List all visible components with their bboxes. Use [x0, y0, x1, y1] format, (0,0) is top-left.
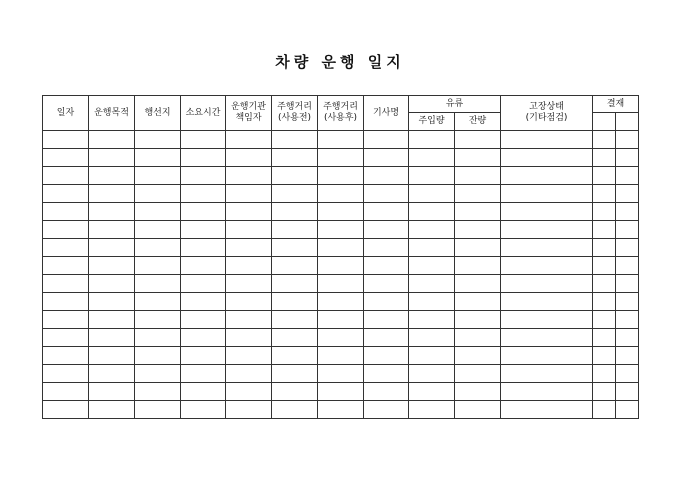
cell-date[interactable]: [43, 293, 89, 311]
cell-purpose[interactable]: [89, 365, 135, 383]
header-destination: 행선지: [135, 96, 181, 131]
cell-fuel-refill[interactable]: [409, 383, 455, 401]
cell-driver[interactable]: [364, 293, 409, 311]
cell-fuel-remaining[interactable]: [455, 275, 501, 293]
cell-date[interactable]: [43, 203, 89, 221]
cell-duration[interactable]: [181, 239, 226, 257]
cell-approval-1[interactable]: [593, 257, 616, 275]
cell-manager[interactable]: [226, 365, 272, 383]
cell-driver[interactable]: [364, 149, 409, 167]
header-odometer-after-line2: (사용후): [323, 113, 358, 123]
cell-purpose[interactable]: [89, 149, 135, 167]
table-row: [43, 239, 639, 257]
cell-approval-2[interactable]: [616, 293, 639, 311]
cell-odometer-before[interactable]: [272, 239, 318, 257]
cell-odometer-before[interactable]: [272, 257, 318, 275]
cell-condition[interactable]: [501, 257, 593, 275]
cell-fuel-remaining[interactable]: [455, 131, 501, 149]
cell-date[interactable]: [43, 383, 89, 401]
cell-condition[interactable]: [501, 149, 593, 167]
cell-approval-2[interactable]: [616, 239, 639, 257]
cell-odometer-before[interactable]: [272, 167, 318, 185]
cell-date[interactable]: [43, 167, 89, 185]
cell-condition[interactable]: [501, 167, 593, 185]
cell-approval-1[interactable]: [593, 221, 616, 239]
cell-purpose[interactable]: [89, 329, 135, 347]
cell-odometer-before[interactable]: [272, 149, 318, 167]
table-row: [43, 329, 639, 347]
cell-fuel-remaining[interactable]: [455, 365, 501, 383]
table-row: [43, 167, 639, 185]
cell-date[interactable]: [43, 329, 89, 347]
cell-condition[interactable]: [501, 275, 593, 293]
cell-condition[interactable]: [501, 311, 593, 329]
cell-destination[interactable]: [135, 167, 181, 185]
cell-driver[interactable]: [364, 275, 409, 293]
header-odometer-before-line2: (사용전): [277, 113, 312, 123]
cell-destination[interactable]: [135, 365, 181, 383]
cell-fuel-refill[interactable]: [409, 221, 455, 239]
cell-driver[interactable]: [364, 239, 409, 257]
cell-duration[interactable]: [181, 275, 226, 293]
header-purpose: 운행목적: [89, 96, 135, 131]
cell-duration[interactable]: [181, 167, 226, 185]
cell-driver[interactable]: [364, 257, 409, 275]
cell-odometer-after[interactable]: [318, 167, 364, 185]
cell-approval-2[interactable]: [616, 275, 639, 293]
header-approval-slot-2: [616, 113, 639, 131]
cell-fuel-refill[interactable]: [409, 275, 455, 293]
header-fuel-remaining: 잔량: [455, 113, 501, 131]
cell-odometer-after[interactable]: [318, 383, 364, 401]
cell-driver[interactable]: [364, 185, 409, 203]
cell-approval-2[interactable]: [616, 311, 639, 329]
cell-destination[interactable]: [135, 347, 181, 365]
cell-fuel-refill[interactable]: [409, 311, 455, 329]
cell-destination[interactable]: [135, 329, 181, 347]
cell-purpose[interactable]: [89, 401, 135, 419]
cell-approval-2[interactable]: [616, 401, 639, 419]
header-condition-line2: (기타점검): [525, 113, 568, 123]
cell-destination[interactable]: [135, 275, 181, 293]
cell-date[interactable]: [43, 185, 89, 203]
cell-odometer-before[interactable]: [272, 365, 318, 383]
cell-fuel-remaining[interactable]: [455, 167, 501, 185]
cell-fuel-remaining[interactable]: [455, 203, 501, 221]
cell-condition[interactable]: [501, 293, 593, 311]
cell-destination[interactable]: [135, 293, 181, 311]
cell-destination[interactable]: [135, 221, 181, 239]
cell-purpose[interactable]: [89, 311, 135, 329]
cell-duration[interactable]: [181, 401, 226, 419]
cell-fuel-remaining[interactable]: [455, 293, 501, 311]
table-row: [43, 185, 639, 203]
log-body: [43, 131, 639, 419]
cell-manager[interactable]: [226, 383, 272, 401]
header-manager-line1: 운행기관: [231, 102, 266, 112]
cell-approval-2[interactable]: [616, 365, 639, 383]
cell-odometer-after[interactable]: [318, 347, 364, 365]
table-row: [43, 293, 639, 311]
cell-odometer-before[interactable]: [272, 347, 318, 365]
cell-duration[interactable]: [181, 257, 226, 275]
cell-purpose[interactable]: [89, 203, 135, 221]
cell-destination[interactable]: [135, 203, 181, 221]
cell-purpose[interactable]: [89, 221, 135, 239]
cell-approval-2[interactable]: [616, 257, 639, 275]
cell-fuel-remaining[interactable]: [455, 149, 501, 167]
cell-fuel-remaining[interactable]: [455, 239, 501, 257]
cell-manager[interactable]: [226, 347, 272, 365]
cell-driver[interactable]: [364, 347, 409, 365]
cell-approval-2[interactable]: [616, 347, 639, 365]
cell-odometer-before[interactable]: [272, 311, 318, 329]
cell-odometer-after[interactable]: [318, 239, 364, 257]
page-title: 차량 운행 일지: [275, 53, 405, 71]
header-manager-line2: 책임자: [235, 113, 262, 123]
cell-approval-1[interactable]: [593, 185, 616, 203]
cell-fuel-remaining[interactable]: [455, 329, 501, 347]
cell-condition[interactable]: [501, 365, 593, 383]
cell-purpose[interactable]: [89, 293, 135, 311]
cell-condition[interactable]: [501, 185, 593, 203]
cell-date[interactable]: [43, 221, 89, 239]
table-row: [43, 383, 639, 401]
cell-duration[interactable]: [181, 203, 226, 221]
cell-duration[interactable]: [181, 383, 226, 401]
cell-date[interactable]: [43, 131, 89, 149]
cell-purpose[interactable]: [89, 383, 135, 401]
cell-driver[interactable]: [364, 167, 409, 185]
cell-fuel-refill[interactable]: [409, 401, 455, 419]
cell-condition[interactable]: [501, 329, 593, 347]
cell-purpose[interactable]: [89, 257, 135, 275]
cell-manager[interactable]: [226, 149, 272, 167]
cell-driver[interactable]: [364, 365, 409, 383]
cell-fuel-refill[interactable]: [409, 347, 455, 365]
cell-fuel-refill[interactable]: [409, 329, 455, 347]
cell-purpose[interactable]: [89, 167, 135, 185]
cell-odometer-after[interactable]: [318, 203, 364, 221]
cell-duration[interactable]: [181, 365, 226, 383]
cell-condition[interactable]: [501, 401, 593, 419]
cell-approval-1[interactable]: [593, 131, 616, 149]
cell-condition[interactable]: [501, 347, 593, 365]
header-odometer-before-line1: 주행거리: [277, 102, 312, 112]
cell-purpose[interactable]: [89, 347, 135, 365]
cell-odometer-before[interactable]: [272, 221, 318, 239]
cell-duration[interactable]: [181, 311, 226, 329]
cell-approval-1[interactable]: [593, 275, 616, 293]
header-fuel: 유류: [409, 96, 501, 113]
header-odometer-after: [318, 96, 364, 131]
cell-purpose[interactable]: [89, 131, 135, 149]
cell-condition[interactable]: [501, 131, 593, 149]
cell-purpose[interactable]: [89, 239, 135, 257]
cell-approval-1[interactable]: [593, 365, 616, 383]
cell-odometer-after[interactable]: [318, 275, 364, 293]
cell-approval-1[interactable]: [593, 203, 616, 221]
cell-fuel-remaining[interactable]: [455, 401, 501, 419]
cell-approval-1[interactable]: [593, 149, 616, 167]
cell-odometer-after[interactable]: [318, 257, 364, 275]
cell-odometer-after[interactable]: [318, 365, 364, 383]
cell-fuel-remaining[interactable]: [455, 311, 501, 329]
cell-purpose[interactable]: [89, 275, 135, 293]
cell-driver[interactable]: [364, 401, 409, 419]
cell-approval-1[interactable]: [593, 167, 616, 185]
table-row: [43, 257, 639, 275]
cell-approval-1[interactable]: [593, 383, 616, 401]
cell-approval-1[interactable]: [593, 401, 616, 419]
table-row: [43, 365, 639, 383]
header-condition-line1: 고장상태: [529, 102, 564, 112]
cell-fuel-refill[interactable]: [409, 131, 455, 149]
cell-odometer-before[interactable]: [272, 329, 318, 347]
header-odometer-after-line1: 주행거리: [323, 102, 358, 112]
cell-destination[interactable]: [135, 401, 181, 419]
header-driver: 기사명: [364, 96, 409, 131]
cell-manager[interactable]: [226, 257, 272, 275]
cell-date[interactable]: [43, 401, 89, 419]
cell-approval-1[interactable]: [593, 347, 616, 365]
header-approval-slot-1: [593, 113, 616, 131]
cell-fuel-refill[interactable]: [409, 239, 455, 257]
header-approval: 결재: [593, 96, 639, 113]
cell-destination[interactable]: [135, 311, 181, 329]
cell-odometer-before[interactable]: [272, 185, 318, 203]
table-row: [43, 149, 639, 167]
table-row: [43, 221, 639, 239]
cell-date[interactable]: [43, 347, 89, 365]
cell-approval-1[interactable]: [593, 293, 616, 311]
cell-approval-1[interactable]: [593, 311, 616, 329]
header-condition: [501, 96, 593, 131]
header-date: 일자: [43, 96, 89, 131]
cell-odometer-after[interactable]: [318, 221, 364, 239]
cell-fuel-refill[interactable]: [409, 167, 455, 185]
cell-odometer-after[interactable]: [318, 311, 364, 329]
cell-driver[interactable]: [364, 311, 409, 329]
cell-duration[interactable]: [181, 131, 226, 149]
cell-odometer-after[interactable]: [318, 401, 364, 419]
cell-duration[interactable]: [181, 329, 226, 347]
table-row: [43, 347, 639, 365]
cell-date[interactable]: [43, 149, 89, 167]
cell-duration[interactable]: [181, 293, 226, 311]
cell-destination[interactable]: [135, 257, 181, 275]
cell-approval-2[interactable]: [616, 203, 639, 221]
cell-manager[interactable]: [226, 401, 272, 419]
cell-driver[interactable]: [364, 221, 409, 239]
cell-manager[interactable]: [226, 203, 272, 221]
cell-purpose[interactable]: [89, 185, 135, 203]
cell-duration[interactable]: [181, 221, 226, 239]
cell-approval-1[interactable]: [593, 239, 616, 257]
table-row: [43, 311, 639, 329]
vehicle-log-table: [42, 95, 639, 419]
cell-fuel-refill[interactable]: [409, 185, 455, 203]
cell-destination[interactable]: [135, 185, 181, 203]
cell-condition[interactable]: [501, 383, 593, 401]
cell-fuel-refill[interactable]: [409, 203, 455, 221]
cell-manager[interactable]: [226, 275, 272, 293]
cell-condition[interactable]: [501, 221, 593, 239]
cell-manager[interactable]: [226, 311, 272, 329]
cell-odometer-after[interactable]: [318, 131, 364, 149]
cell-odometer-before[interactable]: [272, 275, 318, 293]
cell-condition[interactable]: [501, 239, 593, 257]
cell-duration[interactable]: [181, 149, 226, 167]
cell-approval-2[interactable]: [616, 167, 639, 185]
cell-manager[interactable]: [226, 293, 272, 311]
cell-fuel-refill[interactable]: [409, 293, 455, 311]
cell-driver[interactable]: [364, 329, 409, 347]
cell-driver[interactable]: [364, 383, 409, 401]
cell-manager[interactable]: [226, 239, 272, 257]
cell-odometer-after[interactable]: [318, 329, 364, 347]
cell-approval-1[interactable]: [593, 329, 616, 347]
cell-duration[interactable]: [181, 185, 226, 203]
cell-manager[interactable]: [226, 131, 272, 149]
cell-approval-2[interactable]: [616, 131, 639, 149]
cell-approval-2[interactable]: [616, 149, 639, 167]
cell-fuel-refill[interactable]: [409, 365, 455, 383]
cell-approval-2[interactable]: [616, 185, 639, 203]
cell-odometer-before[interactable]: [272, 383, 318, 401]
table-row: [43, 401, 639, 419]
cell-date[interactable]: [43, 239, 89, 257]
cell-approval-2[interactable]: [616, 221, 639, 239]
cell-destination[interactable]: [135, 383, 181, 401]
cell-destination[interactable]: [135, 149, 181, 167]
cell-destination[interactable]: [135, 239, 181, 257]
cell-approval-2[interactable]: [616, 329, 639, 347]
cell-date[interactable]: [43, 275, 89, 293]
cell-odometer-after[interactable]: [318, 149, 364, 167]
table-row: [43, 131, 639, 149]
cell-date[interactable]: [43, 365, 89, 383]
cell-fuel-remaining[interactable]: [455, 383, 501, 401]
cell-manager[interactable]: [226, 221, 272, 239]
cell-fuel-remaining[interactable]: [455, 185, 501, 203]
cell-odometer-before[interactable]: [272, 131, 318, 149]
header-odometer-before: [272, 96, 318, 131]
cell-odometer-after[interactable]: [318, 185, 364, 203]
cell-fuel-refill[interactable]: [409, 257, 455, 275]
cell-manager[interactable]: [226, 185, 272, 203]
cell-driver[interactable]: [364, 131, 409, 149]
cell-fuel-remaining[interactable]: [455, 221, 501, 239]
cell-date[interactable]: [43, 311, 89, 329]
cell-odometer-before[interactable]: [272, 203, 318, 221]
cell-fuel-remaining[interactable]: [455, 257, 501, 275]
cell-duration[interactable]: [181, 347, 226, 365]
header-manager: [226, 96, 272, 131]
cell-driver[interactable]: [364, 203, 409, 221]
cell-date[interactable]: [43, 257, 89, 275]
cell-approval-2[interactable]: [616, 383, 639, 401]
header-fuel-refill: 주입량: [409, 113, 455, 131]
table-row: [43, 275, 639, 293]
cell-odometer-before[interactable]: [272, 401, 318, 419]
cell-fuel-remaining[interactable]: [455, 347, 501, 365]
cell-fuel-refill[interactable]: [409, 149, 455, 167]
cell-manager[interactable]: [226, 167, 272, 185]
cell-destination[interactable]: [135, 131, 181, 149]
cell-odometer-after[interactable]: [318, 293, 364, 311]
cell-condition[interactable]: [501, 203, 593, 221]
cell-odometer-before[interactable]: [272, 293, 318, 311]
header-duration: 소요시간: [181, 96, 226, 131]
cell-manager[interactable]: [226, 329, 272, 347]
table-row: [43, 203, 639, 221]
